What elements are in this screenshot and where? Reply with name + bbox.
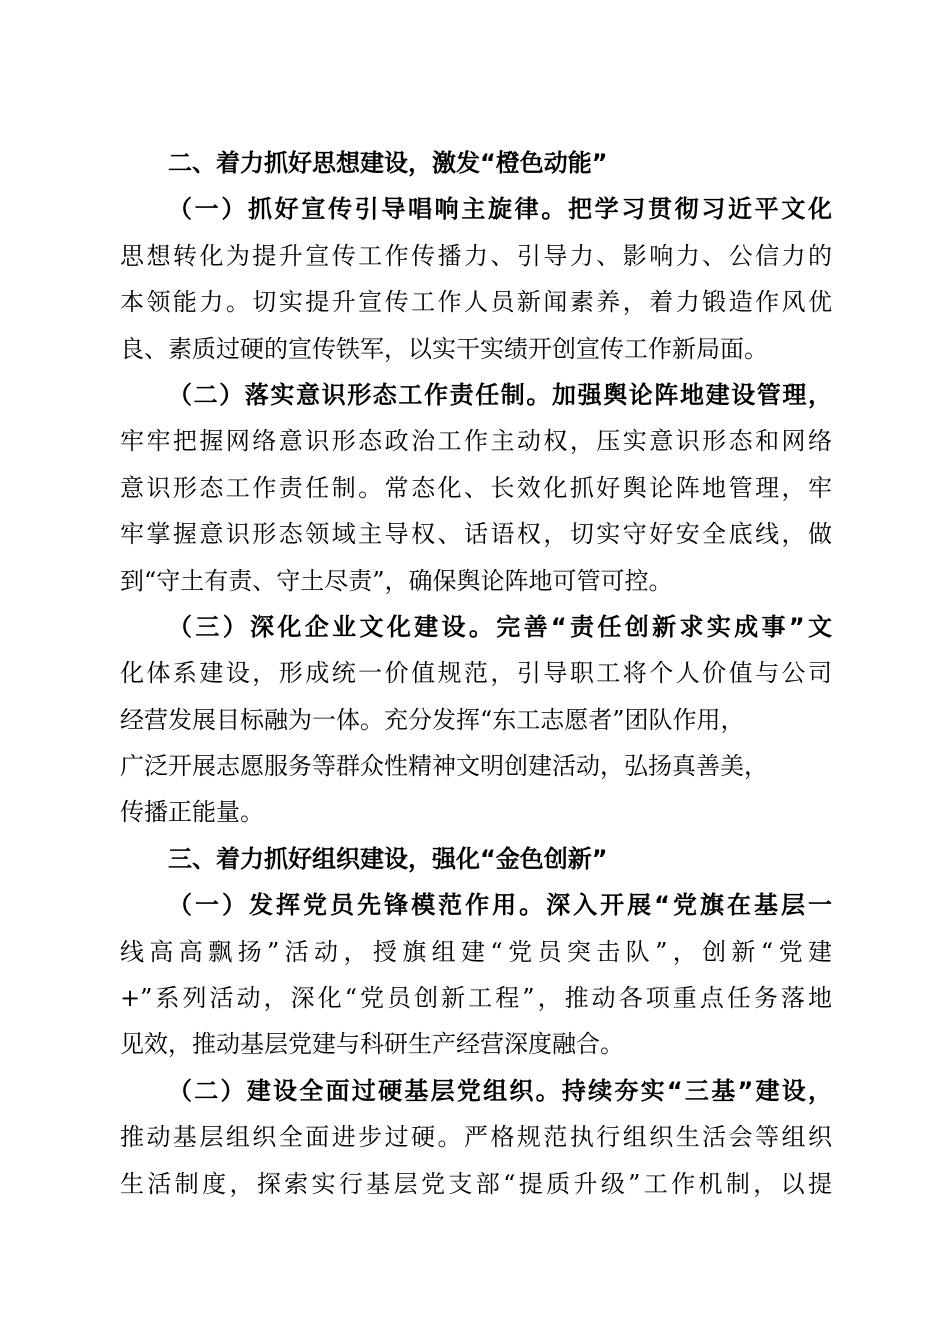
paragraph-line: 推动基层组织全面进步过硬。严格规范执行组织生活会等组织	[120, 1123, 832, 1152]
section-heading-3: 三、着力抓好组织建设，强化“金色创新”	[168, 844, 608, 873]
paragraph-line: 化体系建设，形成统一价值规范，引导职工将个人价值与公司	[120, 659, 832, 688]
paragraph-line: 思想转化为提升宣传工作传播力、引导力、影响力、公信力的	[120, 241, 832, 270]
paragraph-line: 良、素质过硬的宣传铁军，以实干实绩开创宣传工作新局面。	[120, 334, 768, 363]
subsection-1-line: （一）发挥党员先锋模范作用。深入开展“党旗在基层一	[168, 891, 832, 920]
subsection-2-line: （二）落实意识形态工作责任制。加强舆论阵地建设管理，	[168, 380, 832, 409]
section-heading-2: 二、着力抓好思想建设，激发“橙色动能”	[168, 149, 608, 177]
paragraph-line: 到“守土有责、守土尽责”，确保舆论阵地可管可控。	[120, 566, 673, 595]
paragraph-line: +”系列活动，深化“党员创新工程”，推动各项重点任务落地	[120, 984, 832, 1013]
paragraph-line: 传播正能量。	[120, 798, 264, 827]
document-body	[120, 140, 832, 1207]
subsection-3-line: （三）深化企业文化建设。完善“责任创新求实成事”文	[168, 612, 832, 641]
paragraph-line: 牢牢把握网络意识形态政治工作主动权，压实意识形态和网络	[120, 427, 832, 456]
subsection-2-line: （二）建设全面过硬基层党组织。持续夯实“三基”建设，	[168, 1076, 832, 1105]
paragraph-line: 见效，推动基层党建与科研生产经营深度融合。	[120, 1030, 624, 1059]
paragraph-line: 经营发展目标融为一体。充分发挥“东工志愿者”团队作用，	[120, 705, 745, 734]
subsection-1-line: （一）抓好宣传引导唱响主旋律。把学习贯彻习近平文化	[168, 195, 832, 224]
paragraph-line: 线高高飘扬”活动，授旗组建“党员突击队”，创新“党建	[120, 937, 832, 966]
paragraph-line: 意识形态工作责任制。常态化、长效化抓好舆论阵地管理，牢	[120, 473, 832, 502]
paragraph-line: 牢掌握意识形态领域主导权、话语权，切实守好安全底线，做	[120, 520, 832, 549]
paragraph-line: 本领能力。切实提升宣传工作人员新闻素养，着力锻造作风优	[120, 288, 832, 317]
paragraph-line: 广泛开展志愿服务等群众性精神文明创建活动，弘扬真善美，	[120, 752, 768, 781]
paragraph-line: 生活制度，探索实行基层党支部“提质升级”工作机制，以提	[120, 1169, 832, 1198]
